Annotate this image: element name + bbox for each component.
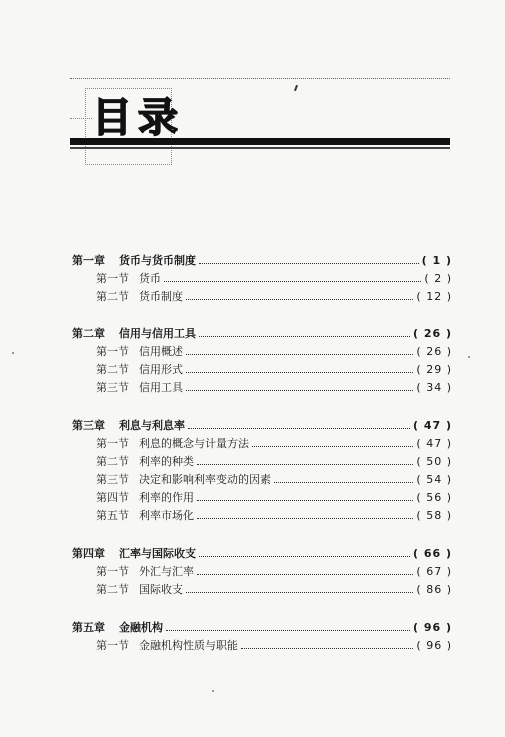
toc-section-row bbox=[96, 488, 452, 506]
toc-page-number: ( 47 ) bbox=[412, 418, 452, 432]
toc-page-number: ( 50 ) bbox=[416, 454, 452, 468]
toc-entry-title: 利率市场化 bbox=[139, 509, 194, 522]
toc-section-row bbox=[96, 562, 452, 580]
toc-page-number: ( 26 ) bbox=[416, 344, 452, 358]
dot-leader bbox=[197, 574, 413, 575]
toc-chapter-row bbox=[72, 618, 452, 636]
toc-page-number: ( 2 ) bbox=[424, 271, 452, 285]
toc-entry-title: 决定和影响利率变动的因素 bbox=[139, 473, 271, 486]
dot-leader bbox=[197, 500, 413, 501]
toc-entry-title: 汇率与国际收支 bbox=[119, 547, 196, 560]
dot-leader bbox=[186, 372, 413, 373]
toc-entry-title: 货币 bbox=[139, 272, 161, 285]
toc-section-row bbox=[96, 269, 452, 287]
toc-section-label: 第三节 bbox=[96, 473, 129, 486]
toc-chapter-row bbox=[72, 544, 452, 562]
toc-section-label: 第一节 bbox=[96, 345, 129, 358]
toc-entry-title: 利率的种类 bbox=[139, 455, 194, 468]
toc-entry-title: 外汇与汇率 bbox=[139, 565, 194, 578]
dot-leader bbox=[186, 592, 413, 593]
toc-chapter-label: 第三章 bbox=[72, 419, 105, 432]
dot-leader bbox=[199, 556, 410, 557]
toc-page-number: ( 66 ) bbox=[412, 546, 452, 560]
toc-entry-title: 货币与货币制度 bbox=[119, 254, 196, 267]
toc-page-number: ( 12 ) bbox=[416, 289, 452, 303]
toc-page-number: ( 1 ) bbox=[421, 253, 452, 267]
toc-entry-title: 利息的概念与计量方法 bbox=[139, 437, 249, 450]
dot-leader bbox=[166, 630, 410, 631]
toc-page-number: ( 54 ) bbox=[416, 472, 452, 486]
toc-section-row bbox=[96, 434, 452, 452]
toc-section-label: 第二节 bbox=[96, 455, 129, 468]
dot-leader bbox=[252, 446, 413, 447]
scan-speck bbox=[12, 352, 14, 354]
toc-page-number: ( 58 ) bbox=[416, 508, 452, 522]
toc-section-row bbox=[96, 287, 452, 305]
toc-entry-title: 信用概述 bbox=[139, 345, 183, 358]
toc-section-row bbox=[96, 636, 452, 654]
toc-entry-title: 利息与利息率 bbox=[119, 419, 185, 432]
dot-leader bbox=[197, 464, 413, 465]
toc-section-label: 第一节 bbox=[96, 437, 129, 450]
dot-leader bbox=[199, 336, 410, 337]
dot-leader bbox=[241, 648, 413, 649]
toc-page-number: ( 96 ) bbox=[416, 638, 452, 652]
toc-chapter-label: 第一章 bbox=[72, 254, 105, 267]
scan-speck bbox=[212, 690, 214, 692]
toc-entry-title: 信用形式 bbox=[139, 363, 183, 376]
toc-page-number: ( 26 ) bbox=[412, 326, 452, 340]
toc-section-label: 第五节 bbox=[96, 509, 129, 522]
dot-leader bbox=[164, 281, 421, 282]
toc-entry-title: 国际收支 bbox=[139, 583, 183, 596]
dot-leader bbox=[188, 428, 410, 429]
toc-section-label: 第四节 bbox=[96, 491, 129, 504]
toc-section-label: 第二节 bbox=[96, 583, 129, 596]
scan-speck bbox=[468, 356, 470, 358]
toc-section-row bbox=[96, 342, 452, 360]
toc-section-label: 第三节 bbox=[96, 381, 129, 394]
toc-section-label: 第一节 bbox=[96, 565, 129, 578]
toc-chapter-label: 第四章 bbox=[72, 547, 105, 560]
toc-chapter-row bbox=[72, 324, 452, 342]
toc-section-row bbox=[96, 360, 452, 378]
toc-chapter-row bbox=[72, 416, 452, 434]
toc-chapter-row bbox=[72, 251, 452, 269]
header-thin-rule bbox=[70, 147, 450, 149]
stray-mark bbox=[294, 85, 298, 91]
toc-entry-title: 金融机构性质与职能 bbox=[139, 639, 238, 652]
toc-section-row bbox=[96, 452, 452, 470]
toc-entry-title: 货币制度 bbox=[139, 290, 183, 303]
toc-page-number: ( 29 ) bbox=[416, 362, 452, 376]
toc-page-number: ( 56 ) bbox=[416, 490, 452, 504]
dot-leader bbox=[199, 263, 419, 264]
toc-entry-title: 利率的作用 bbox=[139, 491, 194, 504]
toc-section-row bbox=[96, 506, 452, 524]
toc-section-row bbox=[96, 470, 452, 488]
toc-page-number: ( 47 ) bbox=[416, 436, 452, 450]
toc-chapter-label: 第五章 bbox=[72, 621, 105, 634]
toc-entry-title: 信用工具 bbox=[139, 381, 183, 394]
toc-section-row bbox=[96, 580, 452, 598]
toc-section-row bbox=[96, 378, 452, 396]
toc-section-label: 第一节 bbox=[96, 639, 129, 652]
toc-section-label: 第一节 bbox=[96, 272, 129, 285]
toc-section-label: 第二节 bbox=[96, 363, 129, 376]
dot-leader bbox=[186, 299, 413, 300]
dot-leader bbox=[186, 390, 413, 391]
toc-page-number: ( 34 ) bbox=[416, 380, 452, 394]
top-dotted-rule bbox=[70, 78, 450, 79]
dot-leader bbox=[274, 482, 413, 483]
toc-page-number: ( 86 ) bbox=[416, 582, 452, 596]
toc-chapter-label: 第二章 bbox=[72, 327, 105, 340]
dot-leader bbox=[186, 354, 413, 355]
toc-entry-title: 信用与信用工具 bbox=[119, 327, 196, 340]
page-title: 目录 bbox=[92, 95, 184, 141]
dot-leader bbox=[197, 518, 413, 519]
toc-page-number: ( 67 ) bbox=[416, 564, 452, 578]
toc-section-label: 第二节 bbox=[96, 290, 129, 303]
toc-page-number: ( 96 ) bbox=[412, 620, 452, 634]
toc-entry-title: 金融机构 bbox=[119, 621, 163, 634]
